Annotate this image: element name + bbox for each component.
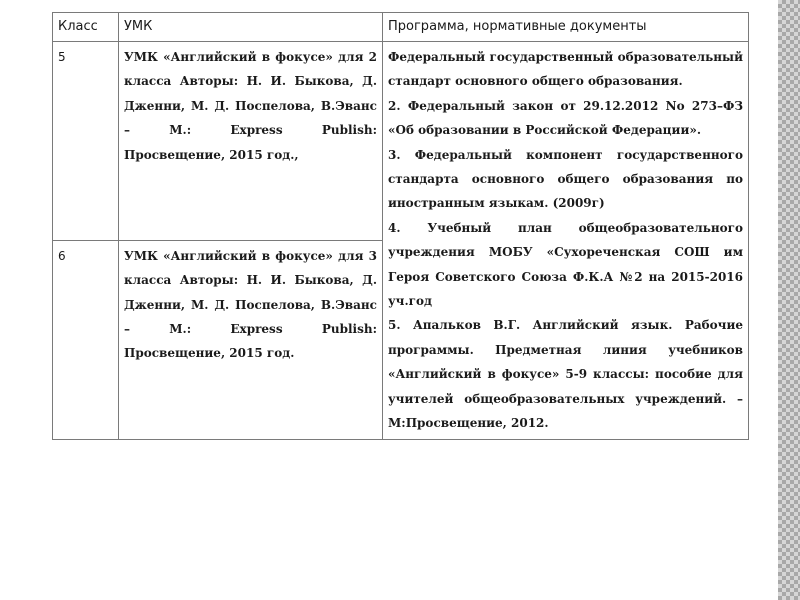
- curriculum-table: [52, 12, 749, 440]
- documents-cell: [383, 42, 749, 440]
- header-documents: Программа, нормативные документы: [383, 13, 749, 42]
- document-item: 4. Учебный план общеобразовательного учреждения МОБУ «Сухореченская СОШ им Героя Советского Союза Ф.К.А №2 на 2015-2016 уч.год: [388, 220, 743, 309]
- umk-cell: УМК «Английский в фокусе» для 2 класса Авторы: Н. И. Быкова, Д. Дженни, М. Д. Поспелова, В.Эванс – М.: Express Publish: Просвещение, 2015 год.,: [119, 42, 383, 241]
- slide-edge-pattern: [778, 0, 800, 600]
- document-item: Федеральный государственный образовательный стандарт основного общего образования.: [388, 50, 743, 89]
- document-item: 3. Федеральный компонент государственного стандарта основного общего образования по иностранным языкам. (2009г): [388, 147, 743, 211]
- document-item: 2. Федеральный закон от 29.12.2012 No 273–ФЗ «Об образовании в Российской Федерации».: [388, 98, 743, 138]
- table-header-row: [53, 13, 749, 42]
- grade-cell: 5: [53, 42, 119, 241]
- table-row: [53, 42, 749, 241]
- document-item: 5. Апальков В.Г. Английский язык. Рабочие программы. Предметная линия учебников «Английский в фокусе» 5-9 классы: пособие для учителей общеобразовательных учреждений. – М:Просвещение, 2012.: [388, 318, 743, 431]
- umk-cell: УМК «Английский в фокусе» для 3 класса Авторы: Н. И. Быкова, Д. Дженни, М. Д. Поспелова, В.Эванс – М.: Express Publish: Просвещение, 2015 год.: [119, 240, 383, 439]
- grade-cell: 6: [53, 240, 119, 439]
- header-grade: Класс: [53, 13, 119, 42]
- header-umk: УМК: [119, 13, 383, 42]
